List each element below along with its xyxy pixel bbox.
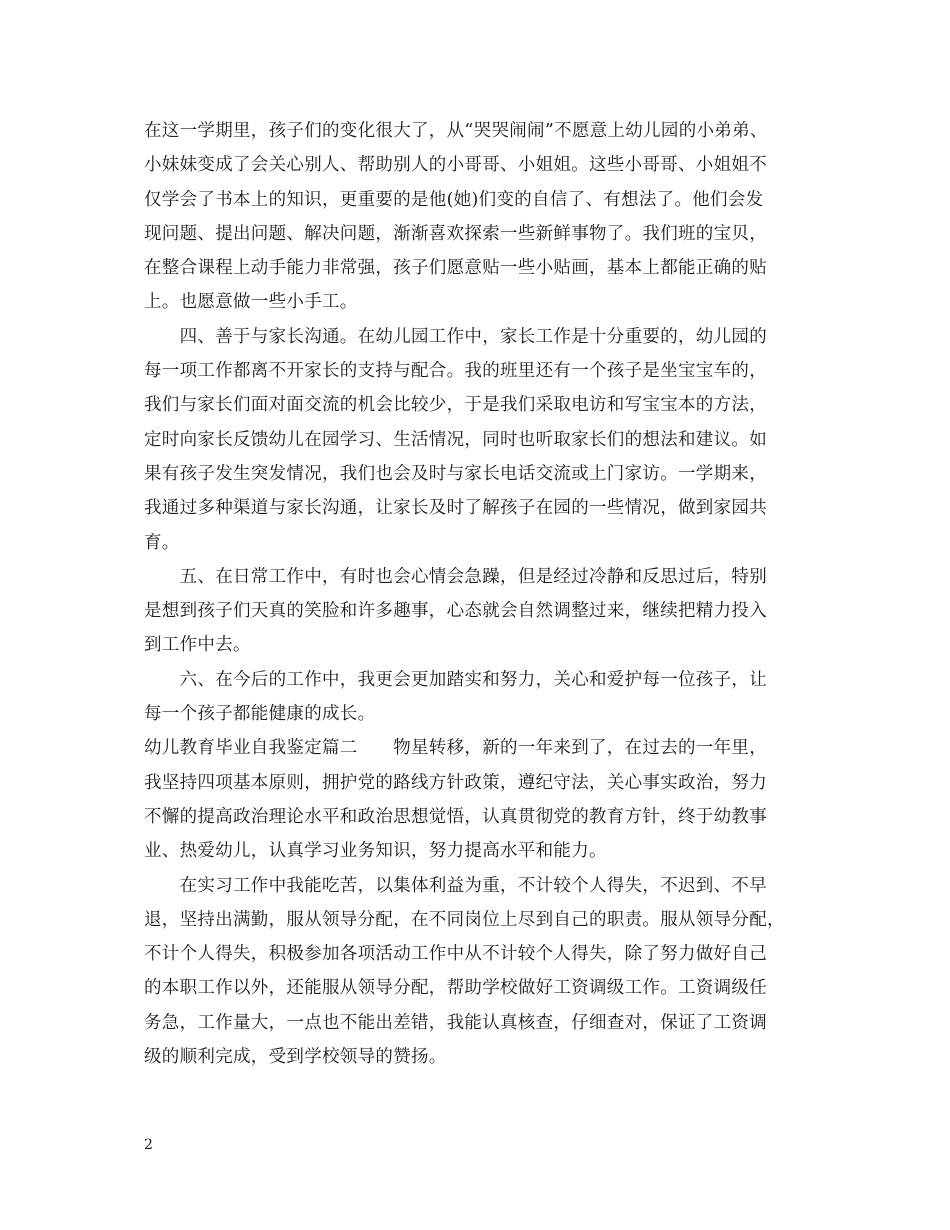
text-line: 上。也愿意做一些小手工。 bbox=[144, 292, 358, 313]
text-line: 每一个孩子都能健康的成长。 bbox=[144, 704, 376, 725]
text-line: 六、在今后的工作中，我更会更加踏实和努力，关心和爱护每一位孩子，让 bbox=[144, 669, 767, 690]
section-heading-line: 幼儿教育毕业自我鉴定篇二 物星转移，新的一年来到了，在过去的一年里， bbox=[144, 738, 767, 759]
text-line: 务急，工作量大，一点也不能出差错，我能认真核查，仔细查对，保证了工资调 bbox=[144, 1012, 767, 1033]
text-line: 不懈的提高政治理论水平和政治思想觉悟，认真贯彻党的教育方针，终于幼教事 bbox=[144, 806, 767, 827]
text-line: 果有孩子发生突发情况，我们也会及时与家长电话交流或上门家访。一学期来， bbox=[144, 463, 767, 484]
text-line: 是想到孩子们天真的笑脸和许多趣事，心态就会自然调整过来，继续把精力投入 bbox=[144, 601, 767, 622]
text-line: 仅学会了书本上的知识，更重要的是他(她)们变的自信了、有想法了。他们会发 bbox=[144, 189, 764, 210]
text-line: 在实习工作中我能吃苦，以集体利益为重，不计较个人得失，不迟到、不早 bbox=[144, 875, 767, 896]
body-text bbox=[144, 114, 816, 1074]
text-line: 现问题、提出问题、解决问题，渐渐喜欢探索一些新鲜事物了。我们班的宝贝， bbox=[144, 223, 767, 244]
text-line: 育。 bbox=[144, 532, 180, 553]
text-line: 我通过多种渠道与家长沟通，让家长及时了解孩子在园的一些情况，做到家园共 bbox=[144, 498, 767, 519]
text-line: 我坚持四项基本原则，拥护党的路线方针政策，遵纪守法，关心事实政治，努力 bbox=[144, 772, 767, 793]
text-line: 每一项工作都离不开家长的支持与配合。我的班里还有一个孩子是坐宝宝车的， bbox=[144, 361, 767, 382]
text-line: 退，坚持出满勤，服从领导分配，在不同岗位上尽到自己的职责。服从领导分配， bbox=[144, 909, 785, 930]
page-number: 2 bbox=[144, 1137, 153, 1153]
text-line: 级的顺利完成，受到学校领导的赞扬。 bbox=[144, 1047, 447, 1068]
text-line: 四、善于与家长沟通。在幼儿园工作中，家长工作是十分重要的，幼儿园的 bbox=[144, 326, 767, 347]
text-line: 到工作中去。 bbox=[144, 635, 251, 656]
text-line: 在这一学期里，孩子们的变化很大了，从“哭哭闹闹”不愿意上幼儿园的小弟弟、 bbox=[144, 121, 768, 141]
text-line: 五、在日常工作中，有时也会心情会急躁，但是经过冷静和反思过后，特别 bbox=[144, 566, 767, 587]
text-line: 定时向家长反馈幼儿在园学习、生活情况，同时也听取家长们的想法和建议。如 bbox=[144, 429, 767, 450]
text-line: 小妹妹变成了会关心别人、帮助别人的小哥哥、小姐姐。这些小哥哥、小姐姐不 bbox=[144, 155, 767, 176]
text-line: 的本职工作以外，还能服从领导分配，帮助学校做好工资调级工作。工资调级任 bbox=[144, 978, 767, 999]
text-line: 在整合课程上动手能力非常强，孩子们愿意贴一些小贴画，基本上都能正确的贴 bbox=[144, 258, 767, 279]
text-line: 业、热爱幼儿，认真学习业务知识，努力提高水平和能力。 bbox=[144, 841, 607, 862]
text-line: 我们与家长们面对面交流的机会比较少，于是我们采取电访和写宝宝本的方法， bbox=[144, 395, 767, 416]
text-line: 不计个人得失，积极参加各项活动工作中从不计较个人得失，除了努力做好自己 bbox=[144, 944, 767, 965]
